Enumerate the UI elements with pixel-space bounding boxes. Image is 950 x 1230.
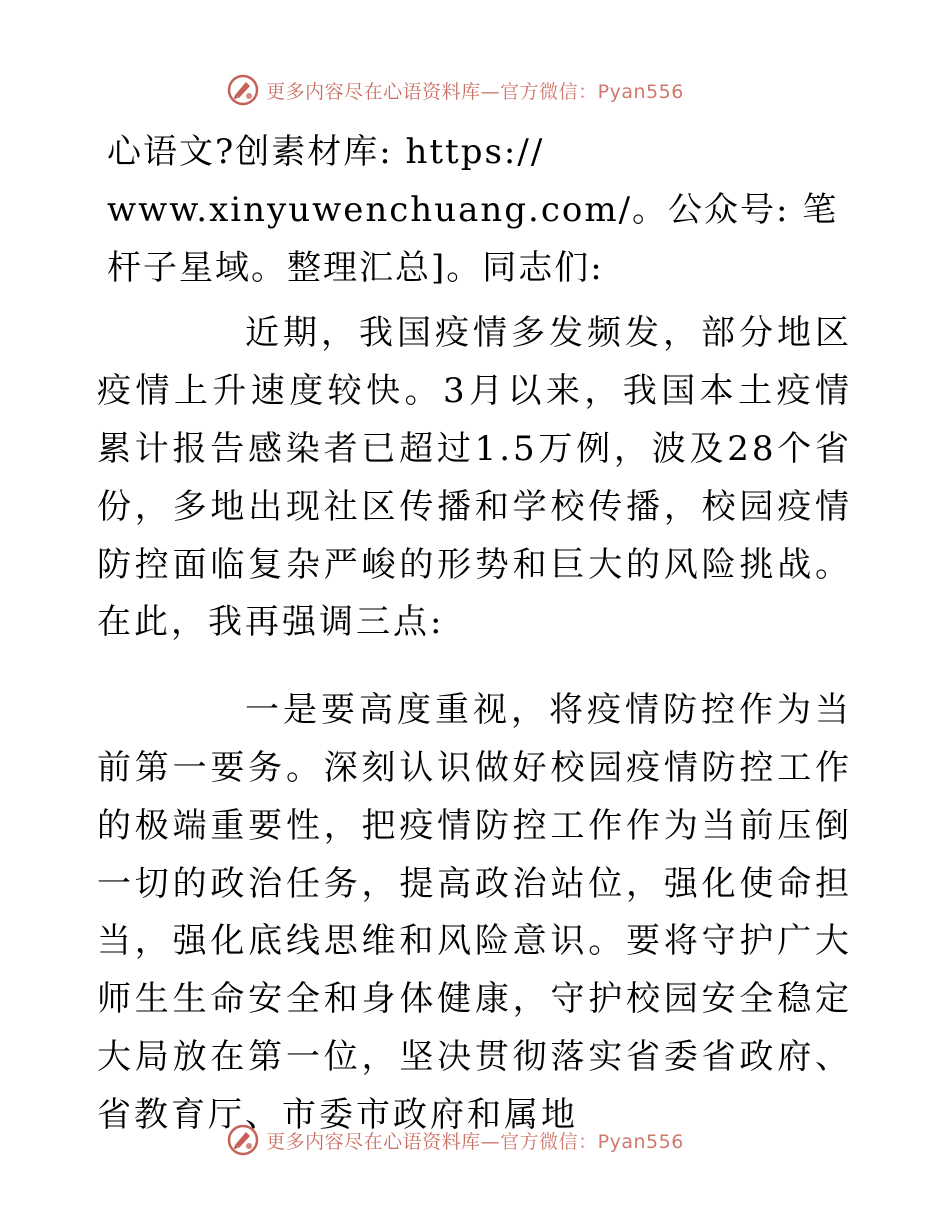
body-paragraph-2: [97, 682, 852, 1144]
header-watermark: [0, 70, 950, 110]
watermark-sub-text: —官方微信：Pyan556: [480, 80, 684, 103]
xinyu-logo-icon: [226, 1123, 260, 1157]
intro-text: 心语文?创素材库: https:// www.xinyuwenchuang.com/。公众号: 笔杆子星域。整理汇总]。同志们:: [107, 132, 839, 288]
xinyu-logo-icon: [226, 73, 260, 107]
watermark-sub-text: —官方微信：Pyan556: [480, 1130, 684, 1153]
body-paragraph-2-text: 一是要高度重视，将疫情防控作为当前第一要务。深刻认识做好校园疫情防控工作的极端重要性，把疫情防控工作作为当前压倒一切的政治任务，提高政治站位，强化使命担当，强化底线思维和风险意识。要将守护广大师生生命安全和身体健康，守护校园安全稳定大局放在第一位，坚决贯彻落实省委省政府、省教育厅、市委市政府和属地: [97, 690, 852, 1135]
intro-paragraph: [97, 124, 852, 297]
watermark-main-text: 更多内容尽在心语资料库: [266, 80, 481, 103]
footer-watermark: [0, 1120, 950, 1160]
document-body: [97, 124, 852, 1145]
watermark-main-text: 更多内容尽在心语资料库: [266, 1130, 481, 1153]
body-paragraph-1-text: 近期，我国疫情多发频发，部分地区疫情上升速度较快。3月以来，我国本土疫情累计报告感染者已超过1.5万例，波及28个省份，多地出现社区传播和学校传播，校园疫情防控面临复杂严峻的形势和巨大的风险挑战。在此，我再强调三点:: [97, 313, 852, 643]
body-paragraph-1: [97, 305, 852, 652]
